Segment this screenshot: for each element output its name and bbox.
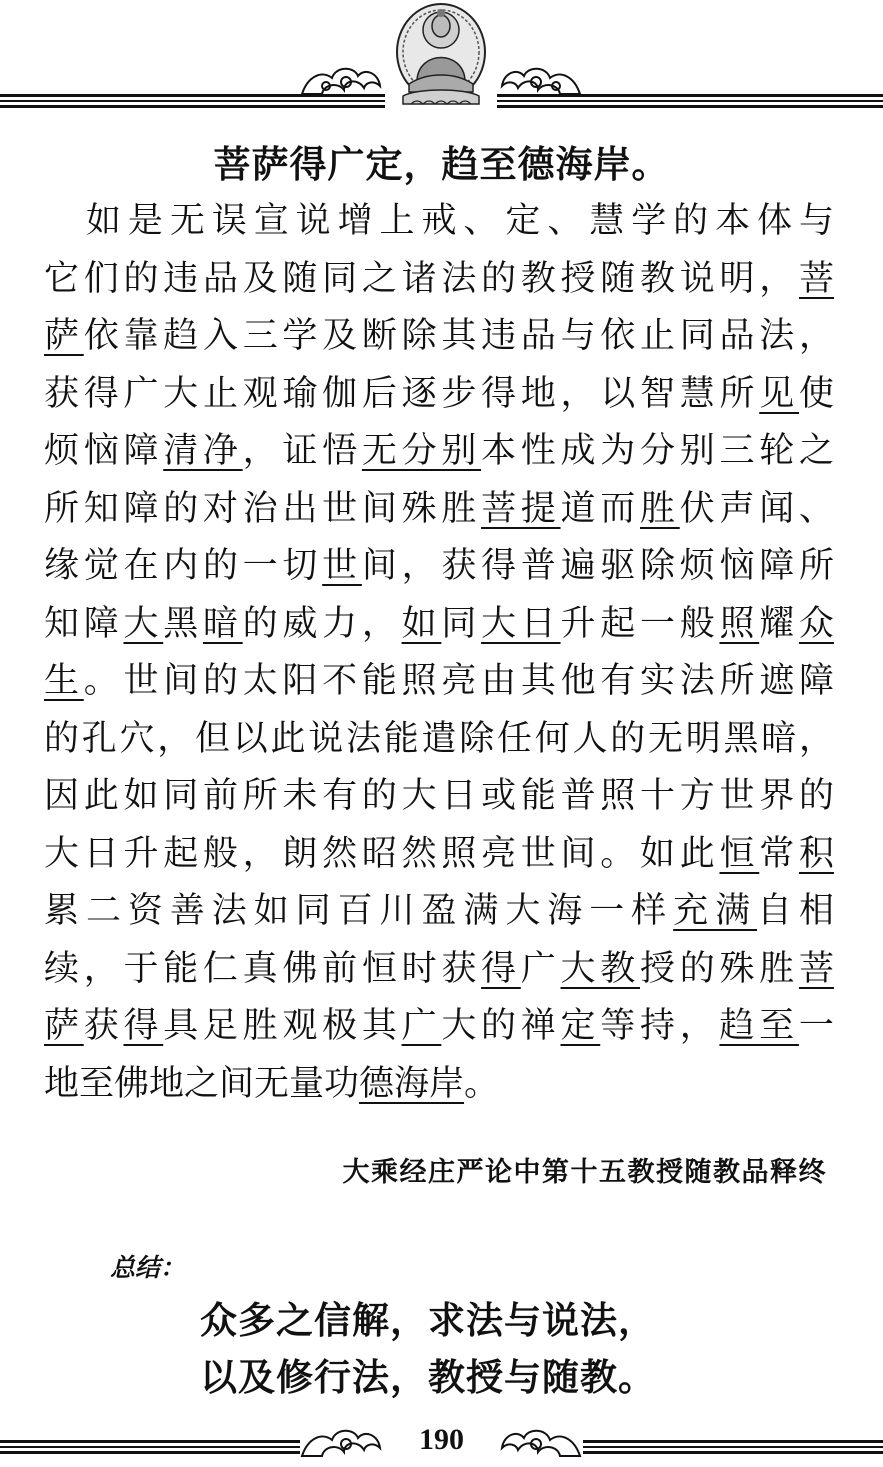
commentary-line	[44, 251, 834, 309]
chapter-colophon: 大乘经庄严论中第十五教授随教品释终	[342, 1157, 827, 1188]
commentary-text: 升起一般	[560, 603, 720, 644]
verse-keyword: 萨	[44, 1006, 84, 1046]
verse-keyword: 定	[560, 1006, 601, 1046]
verse-keyword: 暗	[202, 603, 243, 644]
page-number: 190	[419, 1423, 464, 1456]
verse-keyword: 大教	[560, 948, 640, 989]
commentary-text: 。	[464, 1063, 500, 1104]
commentary-line	[44, 768, 834, 826]
summary-label: 总结：	[110, 1253, 186, 1282]
commentary-text: 耀	[759, 603, 799, 644]
commentary-line	[44, 423, 834, 481]
verse-keyword: 照	[719, 603, 760, 644]
commentary-line	[44, 366, 834, 424]
commentary-text: 黑	[163, 603, 203, 644]
verse-keyword: 大	[123, 603, 164, 644]
commentary-line	[44, 538, 834, 596]
verse-keyword: 菩	[798, 948, 834, 989]
commentary-text: 使	[798, 373, 834, 414]
verse-keyword: 得	[481, 948, 521, 989]
summary-verse-line-2: 以及修行法，教授与随教。	[200, 1356, 656, 1399]
buddha-figure-icon	[387, 0, 495, 110]
verse-keyword: 如	[401, 603, 442, 644]
verse-keyword: 菩提	[481, 488, 561, 529]
verse-keyword: 大日	[481, 603, 561, 644]
commentary-text: 所知障的对治出世间殊胜	[44, 488, 482, 529]
verse-keyword: 菩	[798, 258, 834, 299]
commentary-text: 大的禅	[441, 1006, 561, 1046]
commentary-text: 如是无误宣说增上戒、定、慧学的本体与	[44, 201, 834, 241]
verse-keyword: 积	[798, 833, 834, 874]
commentary-text: 道而	[560, 488, 640, 529]
commentary-text: 的孔穴，但以此说法能遣除任何人的无明黑暗，	[44, 718, 834, 759]
commentary-line	[44, 711, 834, 769]
commentary-text: 间，获得普遍驱除烦恼障所	[361, 546, 834, 586]
commentary-text: 。世间的太阳不能照亮由其他有实法所遮障	[83, 661, 834, 701]
verse-keyword: 胜	[640, 488, 680, 529]
commentary-text: 常	[759, 833, 799, 874]
commentary-text: 具足胜观极其	[163, 1006, 402, 1046]
verse-keyword: 见	[759, 373, 799, 414]
verse-keyword: 充满	[673, 891, 758, 931]
commentary-text: 知障	[44, 603, 124, 644]
commentary-text: 获得广大止观瑜伽后逐步得地，以智慧所	[44, 373, 760, 414]
commentary-line	[44, 883, 834, 941]
commentary-text: 烦恼障	[44, 431, 164, 471]
cloud-ornament-left-icon	[300, 64, 382, 96]
verse-heading: 菩萨得广定，趋至德海岸。	[213, 143, 670, 186]
commentary-line	[44, 1056, 834, 1114]
verse-keyword: 趋至	[719, 1006, 799, 1046]
verse-keyword: 广	[401, 1006, 442, 1046]
commentary-line	[44, 481, 834, 539]
commentary-text: 它们的违品及随同之诸法的教授随教说明，	[44, 258, 799, 299]
verse-keyword: 众	[798, 603, 834, 644]
commentary-text: 广	[520, 948, 561, 989]
verse-keyword: 世	[322, 546, 362, 586]
commentary-text: ，证悟	[242, 431, 362, 471]
verse-keyword: 无分别	[361, 431, 482, 471]
verse-keyword: 生	[44, 661, 84, 701]
commentary-text: 缘觉在内的一切	[44, 546, 323, 586]
verse-keyword: 清净	[163, 431, 243, 471]
header-rule-left	[0, 94, 385, 110]
cloud-ornament-right-icon	[500, 64, 582, 96]
commentary-text: 获	[83, 1006, 124, 1046]
verse-keyword: 得	[123, 1006, 164, 1046]
verse-keyword: 德海岸	[359, 1063, 465, 1104]
header-rule-right	[497, 94, 883, 110]
commentary-text: 地至佛地之间无量功	[44, 1063, 360, 1104]
commentary-text: 授的殊胜	[640, 948, 799, 989]
commentary-text: 一	[798, 1006, 834, 1046]
commentary-text: 累二资善法如同百川盈满大海一样	[44, 891, 674, 931]
commentary-text: 大日升起般，朗然昭然照亮世间。如此	[44, 833, 720, 874]
summary-verse	[200, 1292, 656, 1406]
commentary-text: 等持，	[600, 1006, 720, 1046]
summary-verse-line-1: 众多之信解，求法与说法，	[200, 1299, 656, 1342]
verse-keyword: 萨	[44, 316, 84, 356]
commentary-line	[44, 308, 834, 366]
commentary-text: 自相	[757, 891, 834, 931]
commentary-text: 因此如同前所未有的大日或能普照十方世界的	[44, 776, 834, 816]
page-header-ornament	[0, 0, 883, 115]
commentary-text: 的威力，	[242, 603, 402, 644]
commentary-line	[44, 998, 834, 1056]
commentary-line	[44, 596, 834, 654]
commentary-line	[44, 826, 834, 884]
commentary-text: 依靠趋入三学及断除其违品与依止同品法，	[83, 316, 834, 356]
verse-keyword: 恒	[719, 833, 760, 874]
commentary-text: 同	[441, 603, 482, 644]
commentary-body	[44, 193, 834, 1113]
commentary-text: 伏声闻、	[679, 488, 834, 529]
commentary-line	[44, 193, 834, 251]
commentary-line	[44, 941, 834, 999]
commentary-text: 本性成为分别三轮之	[481, 431, 834, 471]
commentary-text: 续，于能仁真佛前恒时获	[44, 948, 482, 989]
commentary-line	[44, 653, 834, 711]
